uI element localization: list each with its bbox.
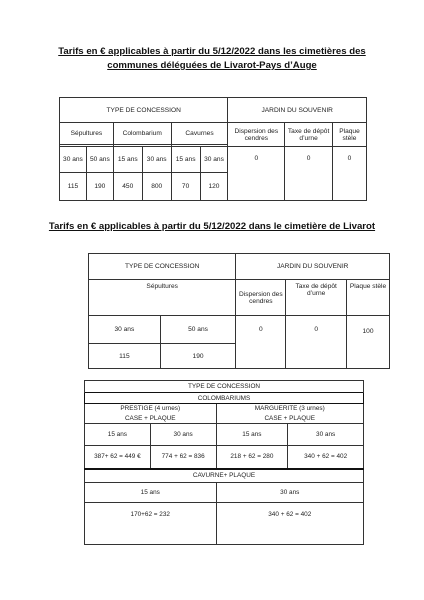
duration-cell: 50 ans bbox=[86, 147, 113, 172]
price-cell: 387+ 62 = 449 € bbox=[85, 446, 151, 469]
plaque-stele-header: Plaque stèle bbox=[347, 280, 390, 316]
concession-type-header: TYPE DE CONCESSION bbox=[89, 254, 236, 280]
duration-cell: 30 ans bbox=[142, 147, 171, 172]
cavurne-duration-cell: 30 ans bbox=[216, 483, 364, 503]
tarifs-table-livarot bbox=[88, 253, 390, 369]
plaque-value: 100 bbox=[347, 316, 390, 369]
price-cell: 190 bbox=[160, 344, 236, 369]
price-cell: 115 bbox=[89, 344, 161, 369]
title-livarot-pays-auge-line1: Tarifs en € applicables à partir du 5/12/2022 dans les cimetières des bbox=[58, 46, 366, 57]
concession-type-header: TYPE DE CONCESSION bbox=[85, 381, 364, 393]
sepultures-header: Sépultures bbox=[60, 123, 114, 145]
price-cell: 774 + 62 = 836 bbox=[150, 446, 216, 469]
tarifs-table-colombariums bbox=[84, 380, 364, 545]
title-livarot-pays-auge-line2: communes déléguées de Livarot-Pays d’Auge bbox=[107, 60, 317, 71]
price-cell: 800 bbox=[142, 172, 171, 200]
prestige-header: PRESTIGE (4 urnes) bbox=[85, 404, 217, 414]
marguerite-header: MARGUERITE (3 urnes) bbox=[216, 404, 364, 414]
duration-cell: 30 ans bbox=[150, 424, 216, 446]
plaque-stele-header: Plaque stèle bbox=[332, 123, 366, 147]
dispersion-cendres-header: Dispersion des cendres bbox=[236, 280, 286, 316]
duration-cell: 15 ans bbox=[85, 424, 151, 446]
taxe-value: 0 bbox=[285, 147, 333, 201]
cavurnes-header: Cavurnes bbox=[171, 123, 228, 145]
marguerite-subheader: CASE + PLAQUE bbox=[216, 414, 364, 424]
price-cell: 115 bbox=[60, 172, 87, 200]
colombariums-header: COLOMBARIUMS bbox=[85, 393, 364, 404]
duration-cell: 15 ans bbox=[216, 424, 288, 446]
duration-cell: 30 ans bbox=[200, 147, 228, 172]
price-cell: 120 bbox=[200, 172, 228, 200]
tarifs-table-communes-deleguees bbox=[59, 97, 367, 201]
cavurne-header: CAVURNE+ PLAQUE bbox=[85, 469, 364, 483]
duration-cell: 30 ans bbox=[89, 316, 161, 344]
jardin-du-souvenir-header: JARDIN DU SOUVENIR bbox=[236, 254, 390, 280]
duration-cell: 30 ans bbox=[288, 424, 364, 446]
price-cell: 70 bbox=[171, 172, 200, 200]
dispersion-value: 0 bbox=[228, 147, 285, 201]
dispersion-cendres-header: Dispersion des cendres bbox=[228, 123, 285, 147]
taxe-depot-urne-header: Taxe de dépôt d’urne bbox=[286, 280, 347, 316]
duration-cell: 50 ans bbox=[160, 316, 236, 344]
dispersion-value: 0 bbox=[236, 316, 286, 369]
taxe-value: 0 bbox=[286, 316, 347, 369]
price-cell: 340 + 62 = 402 bbox=[288, 446, 364, 469]
colombarium-header: Colombarium bbox=[113, 123, 171, 145]
jardin-du-souvenir-header: JARDIN DU SOUVENIR bbox=[228, 98, 367, 123]
concession-type-header: TYPE DE CONCESSION bbox=[60, 98, 228, 123]
duration-cell: 30 ans bbox=[60, 147, 87, 172]
sepultures-header: Sépultures bbox=[89, 280, 236, 316]
price-cell: 450 bbox=[113, 172, 142, 200]
price-cell: 190 bbox=[86, 172, 113, 200]
cavurne-price-cell: 340 + 62 = 402 bbox=[216, 503, 364, 545]
prestige-subheader: CASE + PLAQUE bbox=[85, 414, 217, 424]
duration-cell: 15 ans bbox=[171, 147, 200, 172]
title-livarot: Tarifs en € applicables à partir du 5/12/2022 dans le cimetière de Livarot bbox=[48, 221, 376, 232]
price-cell: 218 + 62 = 280 bbox=[216, 446, 288, 469]
cavurne-price-cell: 170+62 = 232 bbox=[85, 503, 217, 545]
taxe-depot-urne-header: Taxe de dépôt d’urne bbox=[285, 123, 333, 147]
duration-cell: 15 ans bbox=[113, 147, 142, 172]
cavurne-duration-cell: 15 ans bbox=[85, 483, 217, 503]
plaque-value: 0 bbox=[332, 147, 366, 201]
